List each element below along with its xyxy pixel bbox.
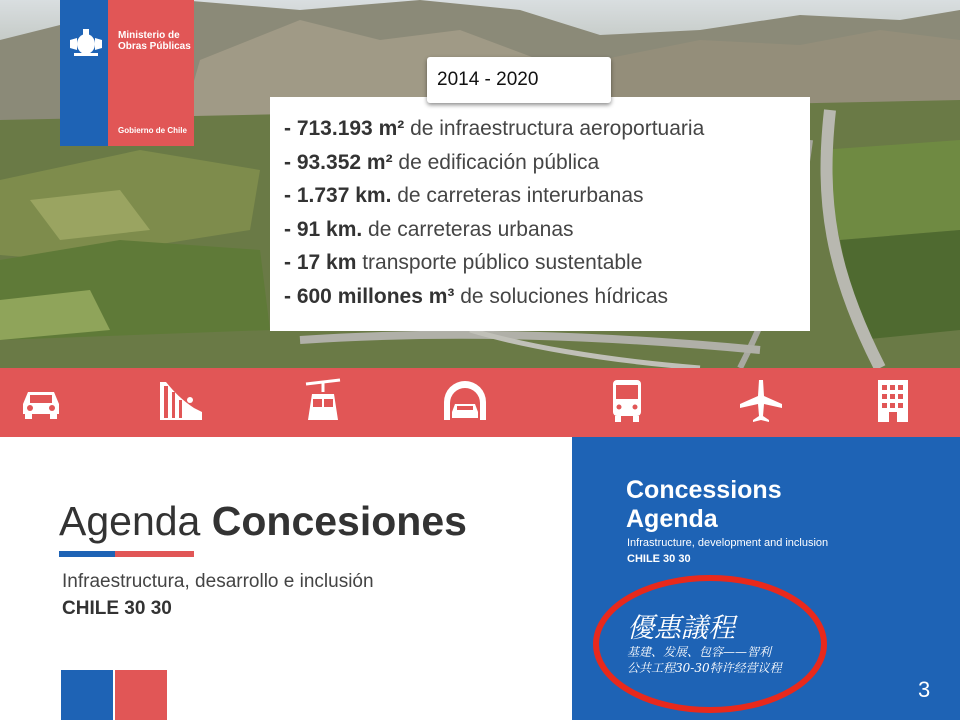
bus-icon [604, 378, 650, 424]
building-icon [870, 378, 916, 424]
footer-red-square [115, 670, 167, 720]
page-number: 3 [918, 677, 931, 702]
red-annotation-circle [590, 572, 830, 720]
agenda-subtitle: Infraestructura, desarrollo e inclusión [62, 571, 374, 592]
stat-value: - 17 km [284, 251, 363, 274]
chinese-title: 優惠議程 [627, 613, 735, 644]
cable-car-icon [300, 378, 346, 424]
car-icon [18, 378, 64, 424]
government-logo [60, 0, 194, 146]
stat-label: de soluciones hídricas [460, 284, 669, 308]
years-label: 2014 - 2020 [427, 57, 611, 103]
stat-label: de carreteras interurbanas [397, 184, 644, 207]
agenda-title-bold: Concesiones [211, 498, 467, 544]
airplane-icon [738, 378, 784, 424]
title-underline-red [115, 551, 194, 557]
tunnel-icon [442, 378, 488, 424]
agenda-title-light: Agenda [59, 498, 212, 544]
english-title: Concessions Agenda [626, 476, 782, 533]
logo-blue-block [60, 0, 108, 146]
stat-row [284, 246, 810, 280]
landslide-icon [158, 378, 204, 424]
stat-row [284, 280, 810, 314]
sector-icon-band [0, 368, 960, 437]
footer-blue-square [61, 670, 113, 720]
title-underline-blue [59, 551, 115, 557]
chinese-line-1: 基建、发展、包容——智利 [627, 645, 772, 659]
stat-label: de infraestructura aeroportuaria [410, 117, 705, 140]
stat-row [284, 213, 810, 247]
english-subtitle: Infrastructure, development and inclusion [627, 537, 829, 549]
stat-value: - 91 km. [284, 217, 369, 241]
agenda-chile-label: CHILE 30 30 [62, 598, 172, 619]
stat-row [284, 112, 810, 146]
coat-of-arms-icon [66, 26, 106, 58]
ministry-name: Ministerio de Obras Públicas [118, 30, 191, 52]
stat-label: de edificación pública [398, 150, 600, 174]
stat-value: - 93.352 m² [284, 150, 399, 174]
stats-box [270, 97, 810, 331]
english-chile-label: CHILE 30 30 [627, 553, 691, 565]
stat-value: - 600 millones m³ [284, 284, 461, 308]
stat-value: - 1.737 km. [284, 184, 398, 207]
stat-row [284, 179, 810, 213]
stat-value: - 713.193 m² [284, 117, 411, 140]
chinese-line-2: 公共工程30-30特许经营议程 [627, 661, 782, 675]
government-name: Gobierno de Chile [118, 126, 187, 135]
agenda-title [59, 498, 467, 545]
stat-label: de carreteras urbanas [368, 217, 574, 241]
stat-label: transporte público sustentable [362, 251, 643, 274]
stat-row [284, 146, 810, 180]
